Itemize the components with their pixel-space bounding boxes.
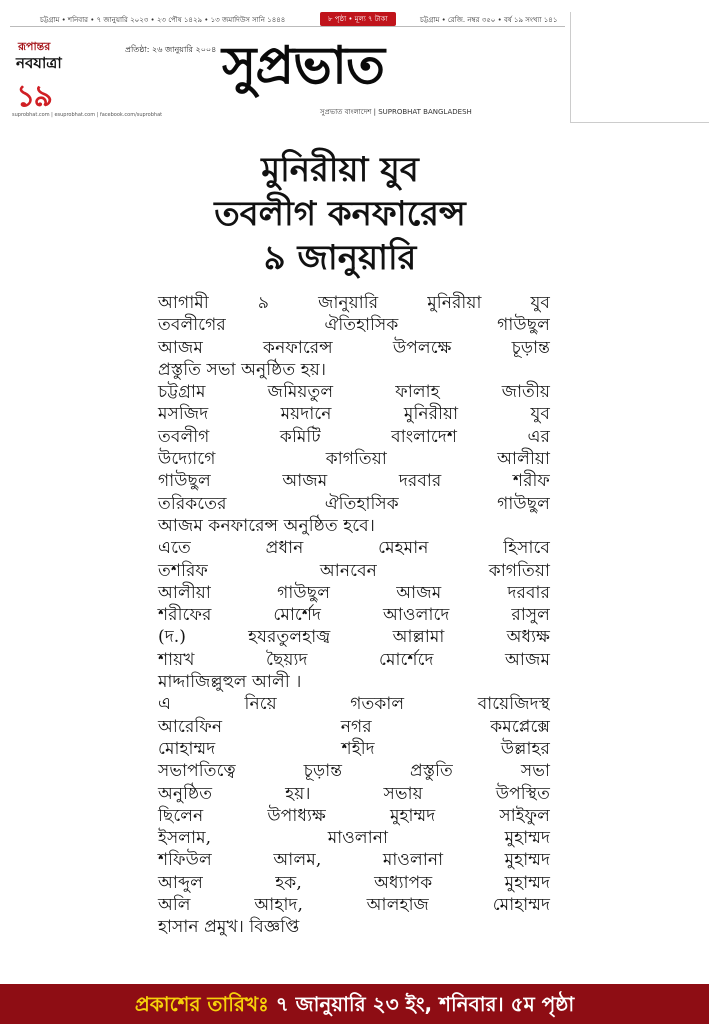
side-brand-top: রূপান্তর (18, 40, 51, 53)
body-line: আজম কনফারেন্স অনুষ্ঠিত হবে। (158, 515, 375, 536)
body-line: হাসান প্রমুখ। বিজ্ঞপ্তি (158, 917, 300, 938)
body-line: প্রস্তুতি সভা অনুষ্ঠিত হয়। (158, 359, 326, 380)
body-line: শফিউল আলম, মাওলানা মুহাম্মদ (158, 850, 550, 871)
body-line: গাউছুল আজম দরবার শরীফ (158, 471, 550, 492)
body-line: অনুষ্ঠিত হয়। সভায় উপস্থিত (158, 783, 550, 804)
body-line: শায়খ ছৈয়্যদ মোর্শেদে আজম (158, 649, 550, 670)
body-line: আগামী ৯ জানুয়ারি মুনিরীয়া যুব (158, 293, 550, 313)
body-line: (দ.) হযরতুলহাজ্ব আল্লামা অধ্যক্ষ (158, 627, 550, 648)
tagline: প্রতিষ্ঠা: ২৬ জানুয়ারি ২০০৪ (125, 45, 217, 54)
masthead-subtitle: সুপ্রভাত বাংলাদেশ | SUPROBHAT BANGLADESH (320, 108, 472, 116)
body-line: আজম কনফারেন্স উপলক্ষে চূড়ান্ত (158, 337, 550, 358)
body-line: আব্দুল হক, অধ্যাপক মুহাম্মদ (158, 872, 550, 893)
header-divider-h (570, 122, 709, 123)
body-line: শরীফের মোর্শেদ আওলাদে রাসুল (158, 605, 550, 626)
side-brand-logo (10, 38, 163, 118)
body-line: মোহাম্মদ শহীদ উল্লাহর (158, 738, 550, 759)
side-brand-number: ১৯ (16, 79, 51, 114)
header-dateline-strip (10, 12, 565, 27)
body-line: তশরিফ আনবেন কাগতিয়া (158, 560, 550, 581)
body-line: আলীয়া গাউছুল আজম দরবার (158, 582, 550, 603)
body-line: ইসলাম, মাওলানা মুহাম্মদ (158, 828, 550, 849)
article-body (158, 292, 550, 939)
headline-line: মুনিরীয়া যুব (261, 150, 419, 190)
newspaper-masthead: সুপ্রভাত (222, 35, 385, 96)
headline-line: ৯ জানুয়ারি (263, 238, 417, 278)
body-line: তবলীগের ঐতিহাসিক গাউছুল (158, 315, 550, 336)
body-line: এতে প্রধান মেহমান হিসাবে (158, 538, 550, 559)
body-line: উদ্যোগে কাগতিয়া আলীয়া (158, 449, 550, 470)
article-headline (140, 148, 540, 280)
body-line: সভাপতিত্বে চূড়ান্ত প্রস্তুতি সভা (158, 761, 550, 782)
dateline-left: চট্টগ্রাম • শনিবার • ৭ জানুয়ারি ২০২৩ • ২৩ পৌষ ১৪২৯ • ১৩ জমাদিউস সানি ১৪৪৪ (40, 16, 286, 24)
body-line: তবলীগ কমিটি বাংলাদেশ এর (158, 426, 550, 447)
header-divider (570, 12, 571, 122)
body-line: আরেফিন নগর কমপ্লেক্সে (158, 716, 550, 737)
footer-value: ৭ জানুয়ারি ২৩ ইং, শনিবার। ৫ম পৃষ্ঠা (268, 992, 575, 1016)
headline-line: তবলীগ কনফারেন্স (214, 194, 466, 234)
footer-label: প্রকাশের তারিখঃ (134, 992, 269, 1016)
price-badge: ৮ পৃষ্ঠা • মূল্য ৭ টাকা (320, 12, 396, 26)
body-line: এ নিয়ে গতকাল বায়েজিদস্থ (158, 694, 550, 715)
body-line: তরিকতের ঐতিহাসিক গাউছুল (158, 493, 550, 514)
dateline-right: চট্টগ্রাম • রেজি. নম্বর ৩৫০ • বর্ষ ১৯ সংখ্যা ১৪১ (420, 16, 558, 24)
body-line: চট্টগ্রাম জমিয়তুল ফালাহ জাতীয় (158, 382, 550, 403)
body-line: মাদ্দাজিল্লুহুল আলী । (158, 672, 302, 693)
body-line: অলি আহাদ, আলহাজ মোহাম্মদ (158, 895, 550, 916)
side-brand-mid: নবযাত্রা (16, 54, 62, 72)
side-links: suprobhat.com | esuprobhat.com | facebook.com/suprobhat (12, 112, 163, 118)
body-line: ছিলেন উপাধ্যক্ষ মুহাম্মদ সাইফুল (158, 805, 550, 826)
body-line: মসজিদ ময়দানে মুনিরীয়া যুব (158, 404, 550, 425)
publication-date-footer (0, 984, 709, 1024)
